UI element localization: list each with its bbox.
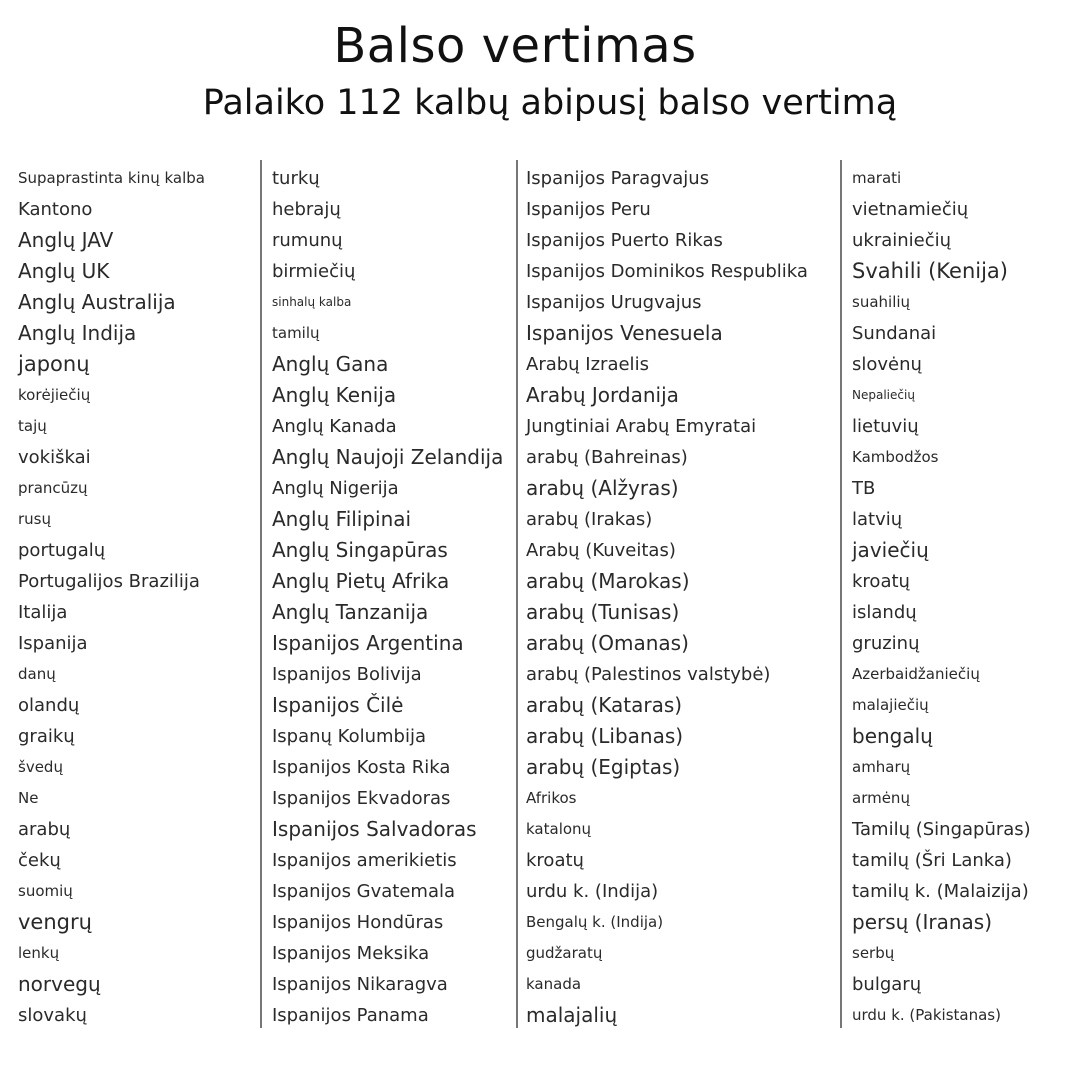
language-item: serbų [852,944,895,962]
language-item: vengrų [18,910,92,934]
language-item: armėnų [852,789,910,807]
language-item: arabų (Tunisas) [526,600,680,624]
language-item: Svahili (Kenija) [852,259,1008,283]
language-item: tamilų k. (Malaizija) [852,881,1029,902]
language-item: slovėnų [852,354,922,375]
language-item: Ispanijos Gvatemala [272,881,456,902]
language-item: arabų (Irakas) [526,509,653,530]
language-item: tamilų [272,324,320,342]
language-item: ukrainiečių [852,230,952,251]
language-item: kroatų [852,571,910,592]
language-item: kroatų [526,850,584,871]
language-item: Anglų Pietų Afrika [272,569,450,593]
language-item: urdu k. (Indija) [526,881,659,902]
language-item: Arabų Jordanija [526,383,679,407]
language-item: Ispanijos Dominikos Respublika [526,261,808,282]
language-item: korėjiečių [18,386,91,404]
language-item: Ispanijos Bolivija [272,664,422,685]
language-item: Ispanijos Argentina [272,631,464,655]
language-item: Anglų UK [18,259,110,283]
language-item: Ispanija [18,633,88,654]
language-item: urdu k. (Pakistanas) [852,1006,1001,1024]
language-item: rusų [18,510,51,528]
language-item: arabų (Libanas) [526,724,684,748]
language-item: persų (Iranas) [852,910,993,934]
language-item: Ispanijos Nikaragva [272,974,448,995]
language-item: Anglų Tanzanija [272,600,429,624]
language-item: Azerbaidžaniečių [852,665,980,683]
language-item: islandų [852,602,917,623]
page-subtitle: Palaiko 112 kalbų abipusį balso vertimą [202,83,898,123]
language-column-3 [526,163,836,1031]
language-item: vokiškai [18,447,91,468]
language-item: Anglų Singapūras [272,538,448,562]
language-item: Sundanai [852,323,937,344]
language-item: Anglų Australija [18,290,176,314]
language-item: gudžaratų [526,944,603,962]
language-item: Ispanijos Meksika [272,943,430,964]
language-item: Kambodžos [852,448,939,466]
language-item: arabų (Omanas) [526,631,689,655]
language-item: prancūzų [18,479,88,497]
language-item: rumunų [272,230,343,251]
language-item: suahilių [852,293,911,311]
language-item: sinhalų kalba [272,295,352,309]
language-item: Ne [18,789,39,807]
language-item: kanada [526,975,582,993]
language-item: Ispanijos Paragvajus [526,168,710,189]
language-item: čekų [18,850,61,871]
language-item: Ispanijos Hondūras [272,912,444,933]
language-item: Anglų Indija [18,321,137,345]
column-divider [516,160,518,1028]
page-title: Balso vertimas [333,18,697,74]
language-item: marati [852,169,902,187]
language-item: slovakų [18,1005,87,1026]
language-item: švedų [18,758,63,776]
language-item: Ispanijos Puerto Rikas [526,230,723,251]
language-item: Tamilų (Singapūras) [852,819,1031,840]
column-divider [260,160,262,1028]
language-item: TB [852,478,876,499]
language-item: lietuvių [852,416,919,437]
language-item: birmiečių [272,261,356,282]
language-item: Anglų Kanada [272,416,397,437]
language-item: Anglų Filipinai [272,507,412,531]
language-item: latvių [852,509,903,530]
language-item: Ispanijos Urugvajus [526,292,702,313]
language-item: olandų [18,695,80,716]
language-item: Portugalijos Brazilija [18,571,200,592]
language-item: Bengalų k. (Indija) [526,913,664,931]
language-item: Arabų (Kuveitas) [526,540,676,561]
language-item: Ispanijos Salvadoras [272,817,477,841]
language-item: Ispanijos Panama [272,1005,429,1026]
language-item: arabų (Egiptas) [526,755,681,779]
language-item: Ispanijos Venesuela [526,321,723,345]
language-item: Anglų Naujoji Zelandija [272,445,504,469]
language-item: tajų [18,417,47,435]
language-item: katalonų [526,820,592,838]
language-column-2 [272,163,512,1031]
language-item: Anglų Gana [272,352,389,376]
language-item: norvegų [18,972,101,996]
language-item: arabų [18,819,71,840]
language-item: arabų (Kataras) [526,693,683,717]
language-item: Ispanijos Ekvadoras [272,788,451,809]
language-item: graikų [18,726,75,747]
language-item: turkų [272,168,320,189]
language-column-1 [18,163,256,1031]
language-item: Anglų Nigerija [272,478,399,499]
language-column-4 [852,163,1062,1031]
language-item: arabų (Palestinos valstybė) [526,664,771,685]
language-item: Ispanijos amerikietis [272,850,457,871]
language-item: Kantono [18,199,93,220]
language-item: Supaprastinta kinų kalba [18,169,205,187]
language-item: Jungtiniai Arabų Emyratai [526,416,757,437]
language-item: bulgarų [852,974,922,995]
language-item: danų [18,665,56,683]
language-item: amharų [852,758,911,776]
language-item: Ispanijos Peru [526,199,651,220]
language-item: arabų (Bahreinas) [526,447,688,468]
language-item: gruzinų [852,633,920,654]
language-item: hebrajų [272,199,341,220]
language-item: vietnamiečių [852,199,969,220]
language-item: bengalų [852,724,933,748]
language-item: lenkų [18,944,60,962]
language-item: Ispanų Kolumbija [272,726,427,747]
column-divider [840,160,842,1028]
language-item: japonų [18,352,90,376]
language-item: Ispanijos Čilė [272,693,404,717]
language-item: arabų (Alžyras) [526,476,679,500]
language-item: Italija [18,602,68,623]
language-item: Nepaliečių [852,388,915,402]
language-item: Ispanijos Kosta Rika [272,757,451,778]
language-item: malajalių [526,1003,618,1027]
language-item: arabų (Marokas) [526,569,690,593]
language-item: tamilų (Šri Lanka) [852,850,1012,871]
language-item: Arabų Izraelis [526,354,649,375]
language-item: javiečių [852,538,929,562]
language-item: Anglų Kenija [272,383,397,407]
language-item: Afrikos [526,789,577,807]
language-item: malajiečių [852,696,929,714]
language-item: Anglų JAV [18,228,114,252]
language-item: portugalų [18,540,106,561]
language-item: suomių [18,882,73,900]
